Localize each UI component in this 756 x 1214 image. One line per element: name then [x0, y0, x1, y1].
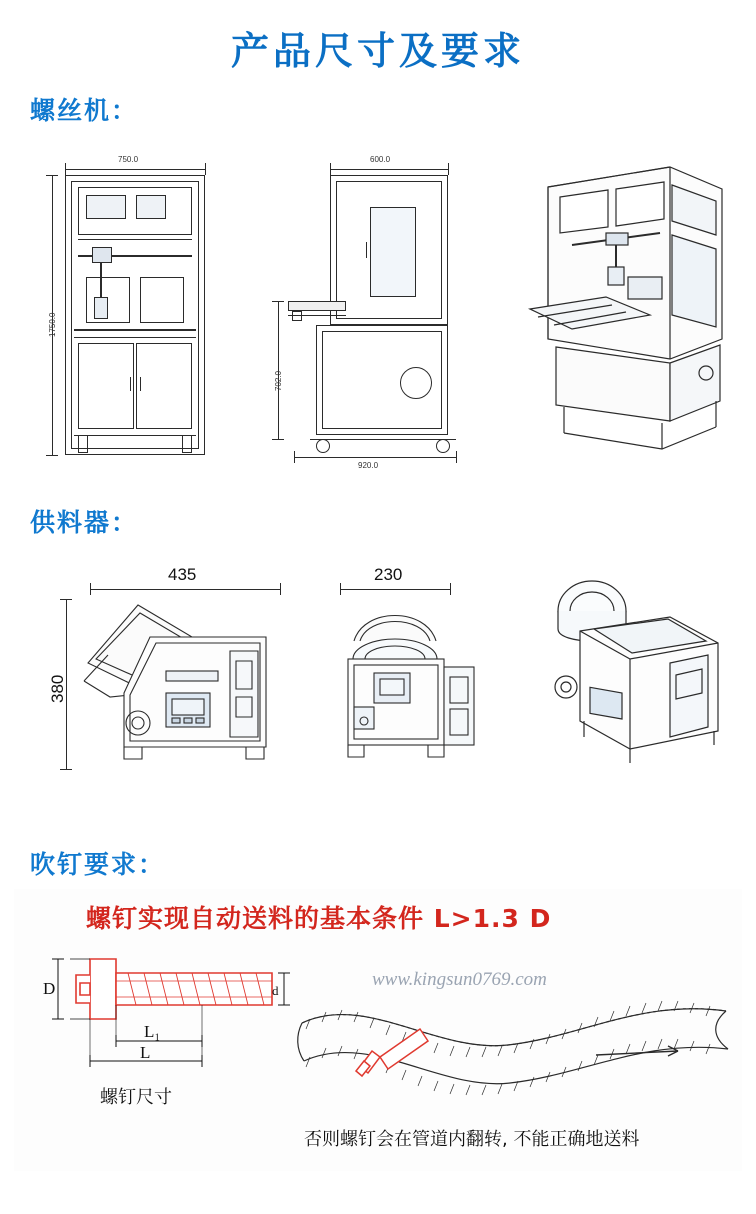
blow-nail-bottom-caption: 否则螺钉会在管道内翻转, 不能正确地送料	[304, 1129, 640, 1150]
screw-machine-drawings	[0, 127, 756, 487]
feeder-side-svg	[330, 597, 500, 777]
label-L1: L₁	[144, 1022, 161, 1041]
blow-nail-requirements	[0, 881, 756, 1181]
dim-feeder-front-width: 435	[168, 565, 197, 584]
blow-nail-illustration	[14, 889, 742, 1171]
blow-nail-title: 螺钉实现自动送料的基本条件 L>1.3 D	[86, 904, 552, 933]
watermark-text: www.kingsun0769.com	[372, 969, 547, 990]
section-title-feeder: 供料器：	[30, 508, 139, 537]
dim-front-height: 1750.0	[48, 312, 57, 337]
dim-side-height: 702.0	[274, 370, 283, 391]
label-L: L	[140, 1043, 151, 1062]
machine-iso-view	[520, 149, 740, 469]
dim-side-width: 600.0	[370, 155, 391, 164]
machine-front-view	[40, 147, 240, 477]
feeder-drawings	[0, 539, 756, 829]
tube-illustration	[296, 989, 736, 1119]
section-title-screw-machine: 螺丝机：	[30, 96, 139, 125]
feeder-iso-view	[520, 567, 740, 797]
label-D: D	[43, 979, 56, 998]
feeder-front-svg	[80, 597, 290, 777]
screw-dimension-drawing	[32, 937, 300, 1077]
screw-size-caption: 螺钉尺寸	[100, 1087, 172, 1108]
dim-side-base-width: 920.0	[358, 461, 379, 470]
page-title: 产品尺寸及要求	[230, 29, 525, 73]
dim-front-width: 750.0	[118, 155, 139, 164]
feeder-front-view	[40, 557, 290, 807]
machine-side-view	[270, 147, 500, 477]
machine-iso-svg	[520, 149, 740, 469]
dim-feeder-side-width: 230	[374, 565, 403, 584]
feeder-iso-svg	[520, 567, 740, 797]
dim-feeder-front-height: 380	[48, 674, 67, 703]
section-title-blow-nail: 吹钉要求：	[30, 850, 166, 879]
label-d: d	[272, 983, 279, 998]
feeder-side-view	[310, 557, 510, 807]
